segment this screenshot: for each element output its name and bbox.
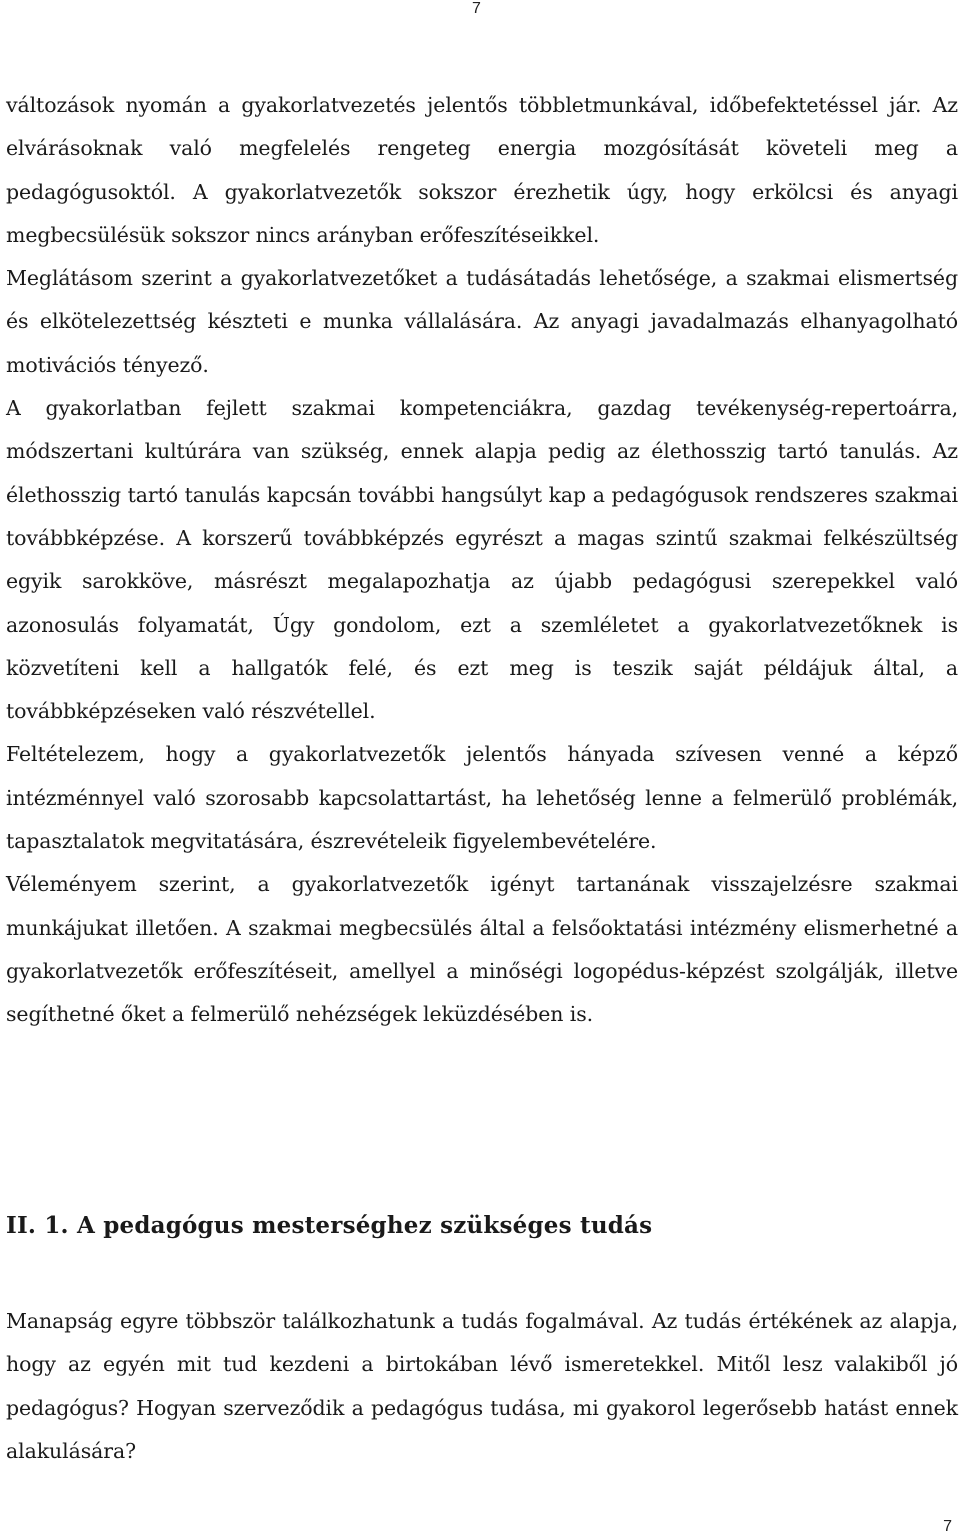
paragraph-2: Meglátásom szerint a gyakorlatvezetőket a tudásátadás lehetősége, a szakmai elismertség és elkötelezettség készteti e munka vállalására. Az anyagi javadalmazás elhanyagolható motivációs tényező. — [6, 266, 958, 377]
page-number-bottom: 7 — [943, 1518, 952, 1535]
section-heading: II. 1. A pedagógus mesterséghez szükséges tudás — [6, 1212, 653, 1239]
page-number-top: 7 — [472, 0, 481, 17]
paragraph-5: Véleményem szerint, a gyakorlatvezetők igényt tartanának visszajelzésre szakmai munkájukat illetően. A szakmai megbecsülés által a felsőoktatási intézmény elismerhetné a gyakorlatvezetők erőfeszítéseit, amellyel a minőségi logopédus-képzést szolgálják, illetve segíthetné őket a felmerülő nehézségek leküzdésében is. — [6, 872, 958, 1027]
paragraph-3: A gyakorlatban fejlett szakmai kompetenciákra, gazdag tevékenység-repertoárra, módszertani kultúrára van szükség, ennek alapja pedig az élethosszig tartó tanulás. Az élethosszig tartó tanulás kapcsán további hangsúlyt kap a pedagógusok rendszeres szakmai továbbképzése. A korszerű továbbképzés egyrészt a magas szintű szakmai felkészültség egyik sarokköve, másrészt megalapozhatja az újabb pedagógusi szerepekkel való azonosulás folyamatát, Úgy gondolom, ezt a szemléletet a gyakorlatvezetőknek is közvetíteni kell a hallgatók felé, és ezt meg is teszik saját példájuk által, a továbbképzéseken való részvétellel. — [6, 396, 958, 724]
body-text-main — [6, 84, 958, 1037]
paragraph-after-heading: Manapság egyre többször találkozhatunk a tudás fogalmával. Az tudás értékének az alapja, hogy az egyén mit tud kezdeni a birtokában lévő ismeretekkel. Mitől lesz valakiből jó pedagógus? Hogyan szerveződik a pedagógus tudása, mi gyakorol legerősebb hatást ennek alakulására? — [6, 1309, 958, 1463]
body-text-after-heading — [6, 1300, 958, 1473]
paragraph-4: Feltételezem, hogy a gyakorlatvezetők jelentős hányada szívesen venné a képző intézménnyel való szorosabb kapcsolattartást, ha lehetőség lenne a felmerülő problémák, tapasztalatok megvitatására, észrevételeik figyelembevételére. — [6, 742, 958, 854]
paragraph-1: változások nyomán a gyakorlatvezetés jelentős többletmunkával, időbefektetéssel jár. Az elvárásoknak való megfelelés rengeteg energia mozgósítását követeli meg a pedagógusoktól. A gyakorlatvezetők sokszor érezhetik úgy, hogy erkölcsi és anyagi megbecsülésük sokszor nincs arányban erőfeszítéseikkel. — [6, 93, 958, 247]
